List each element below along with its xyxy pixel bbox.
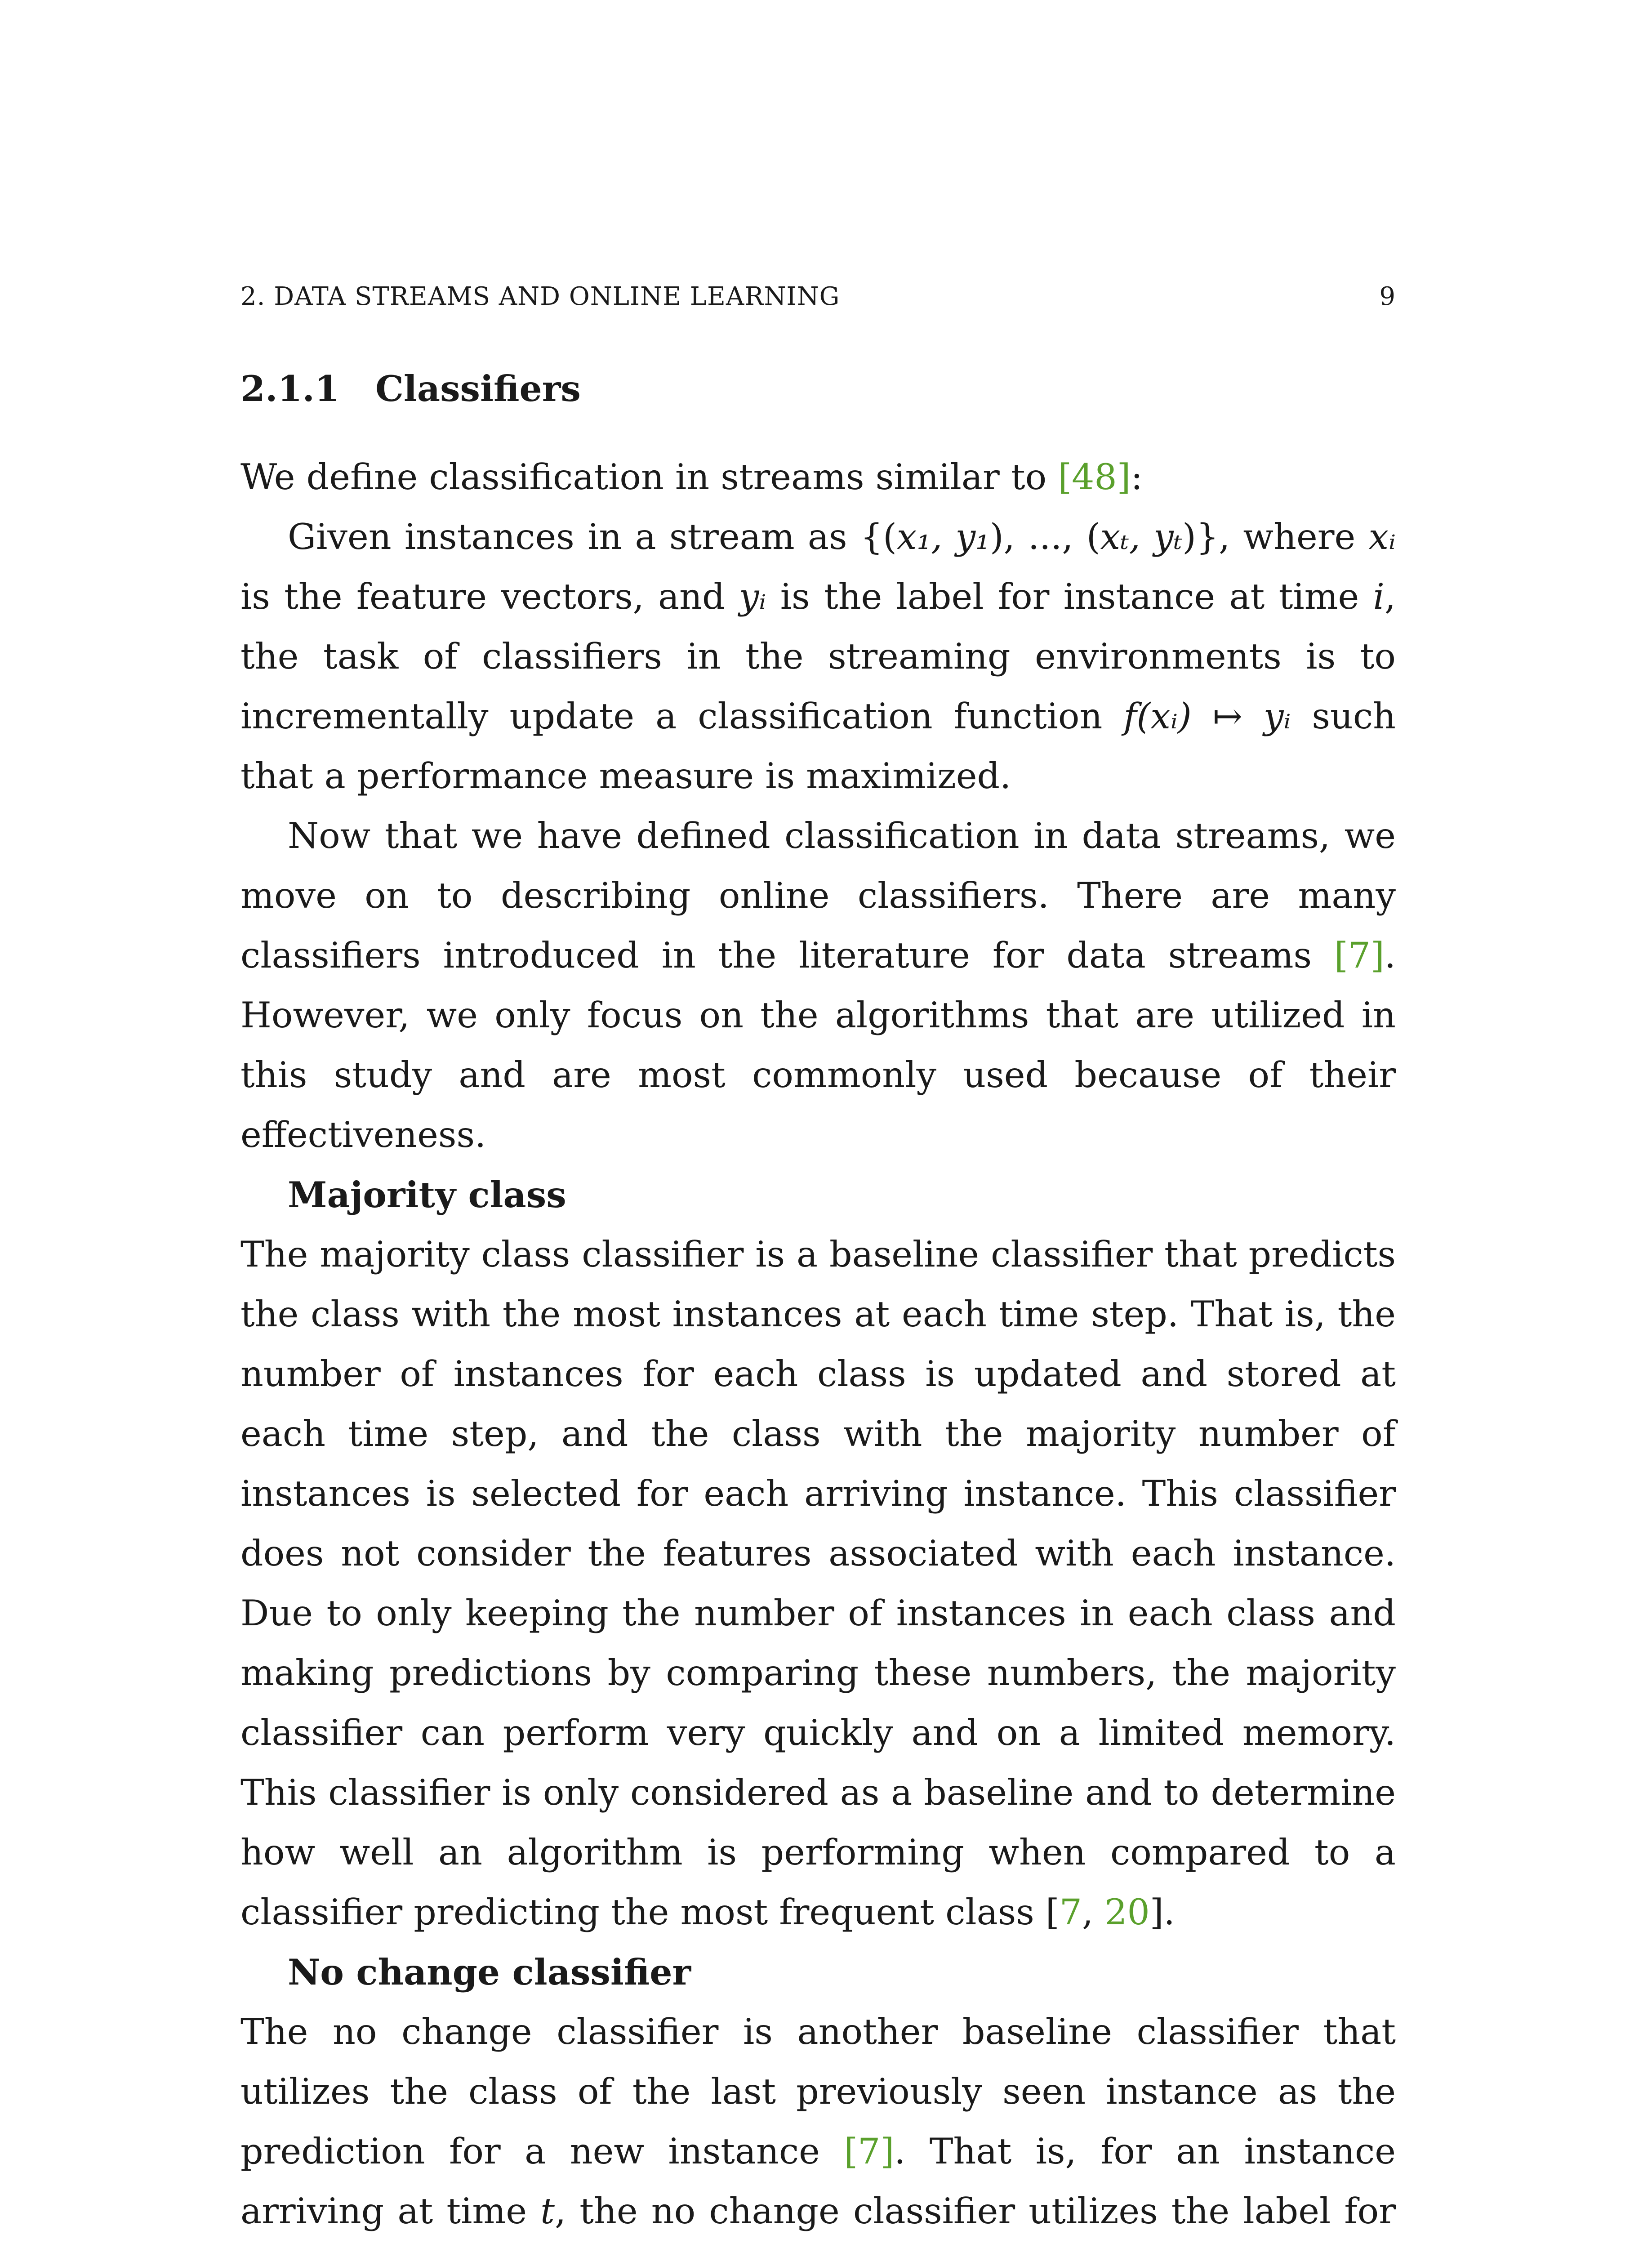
section-number: 2.1.1 <box>240 368 339 410</box>
majority-class-paragraph <box>240 1225 1396 1942</box>
section-title: Classifiers <box>375 368 581 410</box>
math-t: t <box>540 2190 555 2232</box>
chapter-header: 2. DATA STREAMS AND ONLINE LEARNING <box>240 282 840 311</box>
overview-paragraph <box>240 806 1396 1165</box>
intro-text: We define classification in streams similar to <box>240 456 1058 498</box>
majority-text: The majority class classifier is a baseline classifier that predicts the class with the most instances at each time step. That is, the number of instances for each class is updated and stored at each time step, and the class with the majority number of instances is selected for each arriving instance. This classifier does not consider the features associated with each instance. Due to only keeping the number of instances in each class and making predictions by comparing these numbers, the majority classifier can perform very quickly and on a limited memory. This classifier is only considered as a baseline and to determine how well an algorithm is performing when compared to a classifier predicting the most frequent class [ <box>240 1234 1396 1933</box>
definition-text: Given instances in a stream as {( <box>288 516 897 558</box>
overview-text: . However, we only focus on the algorithms that are utilized in this study and are most commonly used because of their effectiveness. <box>240 935 1396 1155</box>
majority-class-heading: Majority class <box>288 1174 566 1216</box>
body-text <box>240 447 1396 2248</box>
definition-text: is the feature vectors, and <box>240 576 739 617</box>
overview-text: Now that we have defined classification in data streams, we move on to describing online classifiers. There are many classifiers introduced in the literature for data streams <box>240 815 1396 976</box>
page-number: 9 <box>1379 282 1396 311</box>
citation-link[interactable]: 7 <box>1059 1891 1082 1933</box>
no-change-paragraph <box>240 2002 1396 2248</box>
definition-text: , the task of classifiers in the streaming environments is to incrementally update a classification function <box>240 576 1396 737</box>
math-xi: xᵢ <box>1368 516 1396 558</box>
no-change-classifier-heading: No change classifier <box>288 1951 691 1993</box>
math-yi: yᵢ <box>739 576 766 617</box>
citation-separator: , <box>1082 1891 1105 1933</box>
math-last-instance: xₜ, yₜ <box>1100 516 1183 558</box>
intro-paragraph <box>240 447 1396 507</box>
definition-paragraph <box>240 507 1396 806</box>
definition-text: is the label for instance at time <box>766 576 1373 617</box>
running-header <box>240 279 1396 315</box>
math-function-map: f(xᵢ) ↦ yᵢ <box>1123 696 1291 737</box>
citation-link[interactable]: [7] <box>844 2131 895 2172</box>
definition-text: ), ..., ( <box>989 516 1100 558</box>
citation-link[interactable]: 20 <box>1104 1891 1150 1933</box>
citation-link[interactable]: [7] <box>1334 935 1385 976</box>
nochange-text: . That is, for an instance arriving at time <box>240 2131 1396 2232</box>
nochange-text: The no change classifier is another baseline classifier that utilizes the class of the last previously seen instance as the prediction for a new instance <box>240 2011 1396 2172</box>
definition-text: )}, where <box>1182 516 1369 558</box>
nochange-text: , the no change classifier utilizes the label for <box>554 2190 1396 2232</box>
citation-link[interactable]: [48] <box>1058 456 1131 498</box>
definition-text: such that a performance measure is maximized. <box>240 696 1396 797</box>
intro-text-end: : <box>1131 456 1143 498</box>
majority-text-end: ]. <box>1149 1891 1175 1933</box>
math-i: i <box>1373 576 1385 617</box>
section-heading <box>240 364 581 414</box>
math-first-instance: x₁, y₁ <box>896 516 990 558</box>
